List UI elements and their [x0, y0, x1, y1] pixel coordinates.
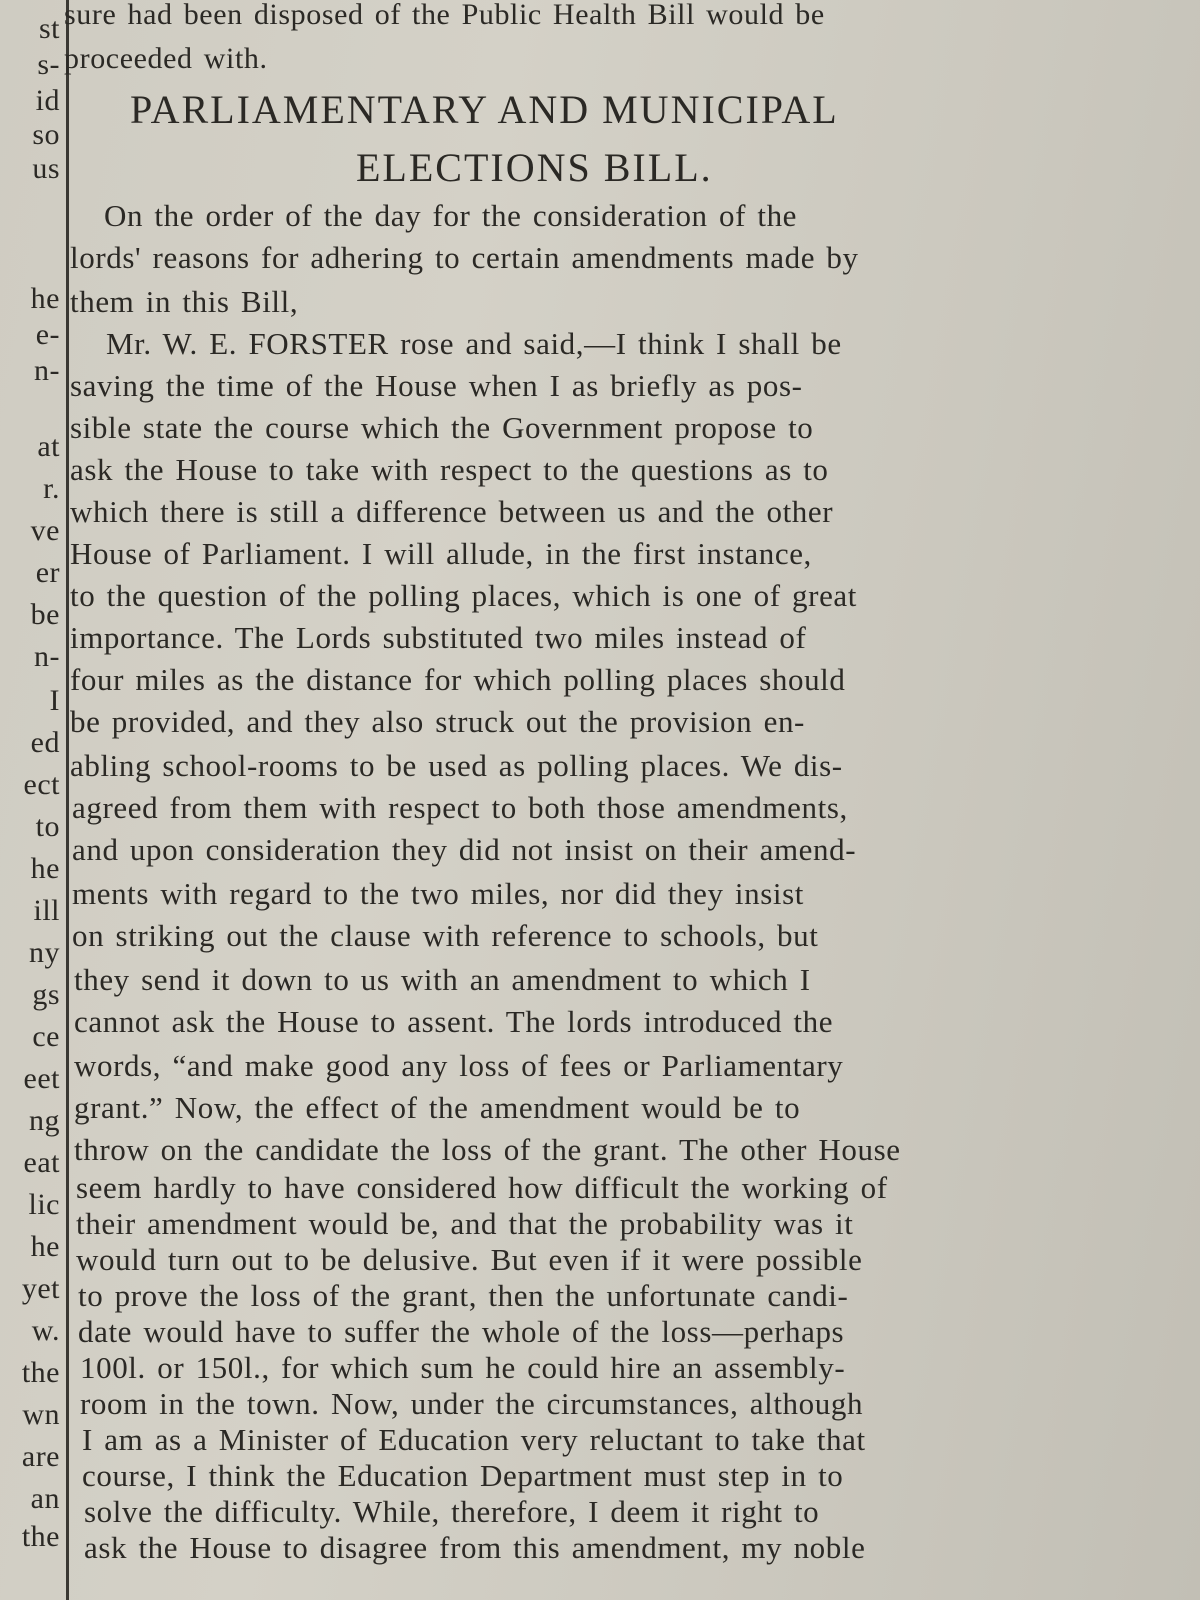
- speech-line: course, I think the Education Department must step in to: [82, 1458, 844, 1493]
- speech-line: saving the time of the House when I as briefly as pos-: [70, 368, 803, 403]
- speech-line: I am as a Minister of Education very reluctant to take that: [82, 1422, 866, 1457]
- speech-line: seem hardly to have considered how difficult the working of: [76, 1170, 888, 1205]
- left-fragment: the: [21, 1356, 60, 1389]
- left-fragment: e-: [35, 318, 60, 351]
- left-fragment: wn: [22, 1398, 60, 1431]
- speech-line: which there is still a difference between us and the other: [70, 494, 834, 529]
- speech-line: to the question of the polling places, which is one of great: [70, 578, 857, 613]
- speech-line: date would have to suffer the whole of the loss—perhaps: [78, 1314, 845, 1349]
- speech-line: on striking out the clause with reference to schools, but: [72, 918, 819, 953]
- left-fragment: id: [35, 84, 60, 117]
- speech-line: throw on the candidate the loss of the grant. The other House: [74, 1132, 901, 1167]
- speech-line: they send it down to us with an amendment to which I: [74, 962, 811, 997]
- speech-line: abling school-rooms to be used as polling places. We dis-: [70, 748, 843, 783]
- article-column: [64, 0, 1200, 1600]
- left-fragment: us: [32, 152, 60, 185]
- speech-line: solve the difficulty. While, therefore, I deem it right to: [84, 1494, 820, 1529]
- left-fragment: s-: [37, 48, 60, 81]
- left-fragment: er: [35, 556, 60, 589]
- speech-line: words, “and make good any loss of fees or Parliamentary: [74, 1048, 844, 1083]
- left-fragment: I: [49, 684, 60, 717]
- left-fragment: to: [35, 810, 60, 843]
- intro-line: sure had been disposed of the Public Health Bill would be: [64, 0, 825, 31]
- left-fragment: he: [30, 852, 60, 885]
- left-fragment: eat: [23, 1146, 60, 1179]
- speech-line: to prove the loss of the grant, then the unfortunate candi-: [78, 1278, 849, 1313]
- speech-line: be provided, and they also struck out the provision en-: [70, 704, 805, 739]
- speech-line: agreed from them with respect to both those amendments,: [72, 790, 848, 825]
- left-fragment: ny: [29, 936, 60, 969]
- left-fragment: lic: [28, 1188, 60, 1221]
- left-fragment: n-: [34, 354, 60, 387]
- left-fragment: ng: [29, 1104, 60, 1137]
- left-fragment: yet: [21, 1272, 60, 1305]
- order-line: them in this Bill,: [70, 284, 299, 319]
- left-fragment: ve: [30, 514, 60, 547]
- speech-line: four miles as the distance for which polling places should: [70, 662, 846, 697]
- speech-line: 100l. or 150l., for which sum he could hire an assembly-: [80, 1350, 846, 1385]
- speech-line: their amendment would be, and that the probability was it: [76, 1206, 854, 1241]
- order-line: On the order of the day for the consideration of the: [104, 198, 798, 233]
- speech-line: ments with regard to the two miles, nor did they insist: [72, 876, 804, 911]
- speech-line: importance. The Lords substituted two miles instead of: [70, 620, 807, 655]
- left-fragment: n-: [34, 640, 60, 673]
- speech-line: sible state the course which the Government propose to: [70, 410, 814, 445]
- left-fragment: eet: [23, 1062, 60, 1095]
- speech-line: grant.” Now, the effect of the amendment would be to: [74, 1090, 801, 1125]
- speech-line: ask the House to disagree from this amendment, my noble: [84, 1530, 866, 1565]
- left-column-fragments: [0, 0, 66, 1600]
- speech-line: and upon consideration they did not insist on their amend-: [72, 832, 857, 867]
- article-headline-line1: PARLIAMENTARY AND MUNICIPAL: [130, 87, 839, 132]
- left-fragment: the: [21, 1520, 60, 1553]
- left-fragment: ce: [32, 1020, 60, 1053]
- speech-line: room in the town. Now, under the circumstances, although: [80, 1386, 864, 1421]
- left-fragment: he: [30, 1230, 60, 1263]
- intro-line: proceeded with.: [64, 42, 268, 75]
- left-fragment: be: [30, 598, 60, 631]
- left-fragment: he: [30, 282, 60, 315]
- speech-line: Mr. W. E. FORSTER rose and said,—I think I shall be: [106, 326, 842, 361]
- left-fragment: an: [30, 1482, 60, 1515]
- left-fragment: at: [37, 430, 60, 463]
- left-fragment: gs: [32, 978, 60, 1011]
- left-fragment: w.: [31, 1314, 60, 1347]
- order-line: lords' reasons for adhering to certain amendments made by: [70, 240, 859, 275]
- article-headline-line2: ELECTIONS BILL.: [356, 145, 713, 190]
- speech-line: ask the House to take with respect to the questions as to: [70, 452, 829, 487]
- speech-line: cannot ask the House to assent. The lords introduced the: [74, 1004, 834, 1039]
- speech-line: would turn out to be delusive. But even if it were possible: [76, 1242, 863, 1277]
- left-fragment: ill: [33, 894, 60, 927]
- left-fragment: ed: [30, 726, 60, 759]
- left-fragment: are: [21, 1440, 60, 1473]
- left-fragment: r.: [43, 472, 60, 505]
- left-fragment: ect: [23, 768, 60, 801]
- left-fragment: so: [32, 118, 60, 151]
- speech-line: House of Parliament. I will allude, in the first instance,: [70, 536, 812, 571]
- left-fragment: st: [38, 12, 60, 45]
